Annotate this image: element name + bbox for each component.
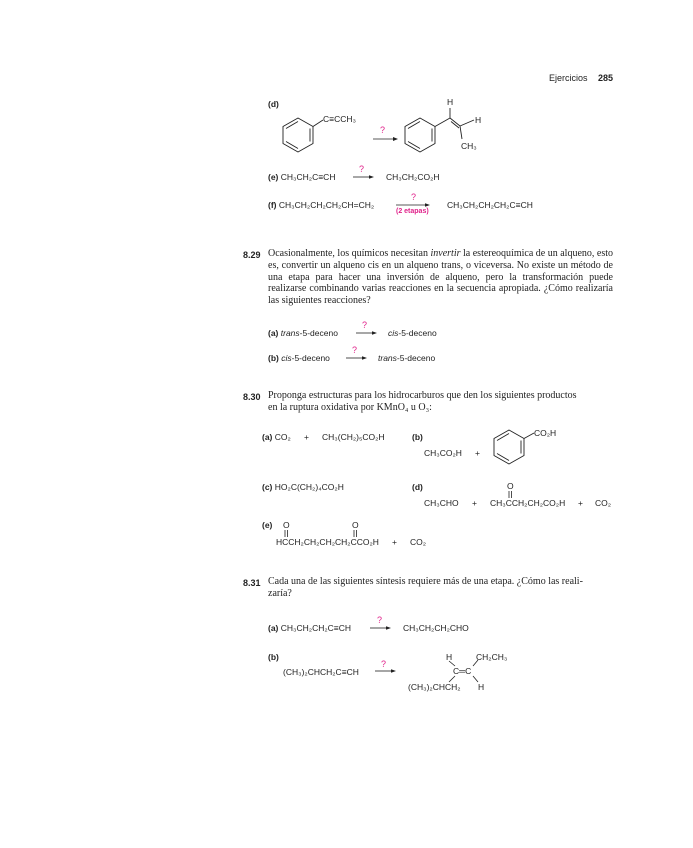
item-829a-label: (a) xyxy=(268,328,279,338)
page-number: 285 xyxy=(598,73,614,83)
item-831a-product: CH₃CH₂CH₂CHO xyxy=(403,623,469,633)
item-830d-p3: CO₂ xyxy=(595,498,612,508)
item-830a-label: (a) xyxy=(262,432,273,442)
item-830e-oxygen1: O xyxy=(283,520,290,530)
item-d-alkyne-group: C≡CCH₃ xyxy=(323,114,356,124)
running-header-section: Ejercicios xyxy=(549,73,588,83)
item-831b-alkene-core: C═C xyxy=(453,666,472,676)
problem-8-29-number: 8.29 xyxy=(243,250,261,260)
item-d-h-top: H xyxy=(447,97,454,107)
problem-8-30-line1: Proponga estructuras para los hidrocarburos que den los siguientes productos xyxy=(268,390,577,401)
item-830e-label: (e) xyxy=(262,520,273,530)
problem-8-30-number: 8.30 xyxy=(243,392,261,402)
item-830a-p2: CH₃(CH₂)₅CO₂H xyxy=(322,432,385,442)
question-mark-829a: ? xyxy=(362,320,368,330)
item-829a-row: (a) trans-5-deceno xyxy=(268,328,338,338)
item-f-label: (f) xyxy=(268,200,277,210)
item-f-reactant: CH₃CH₂CH₂CH₂CH=CH₂ xyxy=(278,200,375,210)
item-d-h-right: H xyxy=(475,115,482,125)
question-mark-831a: ? xyxy=(377,615,383,625)
problem-8-31-line1: Cada una de las siguientes síntesis requiere más de una etapa. ¿Cómo las reali- xyxy=(268,576,583,587)
item-830a-row: (a) CO₂ xyxy=(262,432,291,442)
question-mark-f: ? xyxy=(411,192,417,202)
item-831b-h-bottom: H xyxy=(478,682,485,692)
item-830a-plus: + xyxy=(304,432,309,442)
item-830b-ring-substituent: CO₂H xyxy=(534,428,557,438)
item-830d-p2: CH₃CCH₂CH₂CO₂H xyxy=(490,498,566,508)
item-830e-p1: HCCH₂CH₂CH₂CH₂CCO₂H xyxy=(276,537,379,547)
item-e-product: CH₃CH₂CO₂H xyxy=(386,172,440,182)
item-e-reactant: CH₃CH₂C≡CH xyxy=(280,172,336,182)
item-830e-oxygen2: O xyxy=(352,520,359,530)
item-830d-p1: CH₃CHO xyxy=(424,498,459,508)
item-831b-h-top: H xyxy=(446,652,453,662)
item-831b-reactant: (CH₃)₂CHCH₂C≡CH xyxy=(283,667,359,677)
item-d-label: (d) xyxy=(268,99,279,109)
item-d-methyl: CH₃ xyxy=(461,141,477,151)
item-e-label: (e) xyxy=(268,172,279,182)
question-mark-829b: ? xyxy=(352,345,358,355)
item-830b-p1: CH₃CO₂H xyxy=(424,448,462,458)
item-f-product: CH₃CH₂CH₂CH₂C≡CH xyxy=(447,200,533,210)
problem-8-30-line2: en la ruptura oxidativa por KMnO₄ u O₃: xyxy=(268,402,432,413)
item-830d-label: (d) xyxy=(412,482,423,492)
problem-8-31-line2: zaría? xyxy=(268,588,292,599)
item-829b-product: trans-5-deceno xyxy=(378,353,436,363)
item-f-note: (2 etapas) xyxy=(396,208,429,215)
question-mark-831b: ? xyxy=(381,659,387,669)
item-830e-p2: CO₂ xyxy=(410,537,427,547)
item-830b-plus: + xyxy=(475,448,480,458)
item-830b-label: (b) xyxy=(412,432,423,442)
item-831b-isobutyl: (CH₃)₂CHCH₂ xyxy=(408,682,461,692)
question-mark-d: ? xyxy=(380,125,386,135)
item-829b-row: (b) cis-5-deceno xyxy=(268,353,330,363)
item-830d-plus2: + xyxy=(578,498,583,508)
item-829b-label: (b) xyxy=(268,353,279,363)
item-829a-product: cis-5-deceno xyxy=(388,328,437,338)
item-830c-row: (c) HO₂C(CH₂)₄CO₂H xyxy=(262,482,344,492)
problem-8-31-number: 8.31 xyxy=(243,578,261,588)
item-831a-label: (a) xyxy=(268,623,279,633)
problem-8-29-text: Ocasionalmente, los químicos necesitan invertir la estereoquímica de un alqueno, esto es, convertir un alqueno cis en un alqueno trans, o viceversa. No existe un método de una etapa para hacer una inversión de alqueno, pero la transformación puede realizarse combinando varias reacciones en la secuencia apropiada. ¿Cómo realizaría las siguientes reacciones? xyxy=(268,248,613,307)
item-831b-label: (b) xyxy=(268,652,279,662)
question-mark-e: ? xyxy=(359,164,365,174)
item-830d-plus1: + xyxy=(472,498,477,508)
item-830d-oxygen: O xyxy=(507,481,514,491)
item-831b-ethyl: CH₂CH₃ xyxy=(476,652,508,662)
item-830e-plus: + xyxy=(392,537,397,547)
item-830c-label: (c) xyxy=(262,482,273,492)
item-831a-row: (a) CH₃CH₂CH₂C≡CH xyxy=(268,623,352,633)
